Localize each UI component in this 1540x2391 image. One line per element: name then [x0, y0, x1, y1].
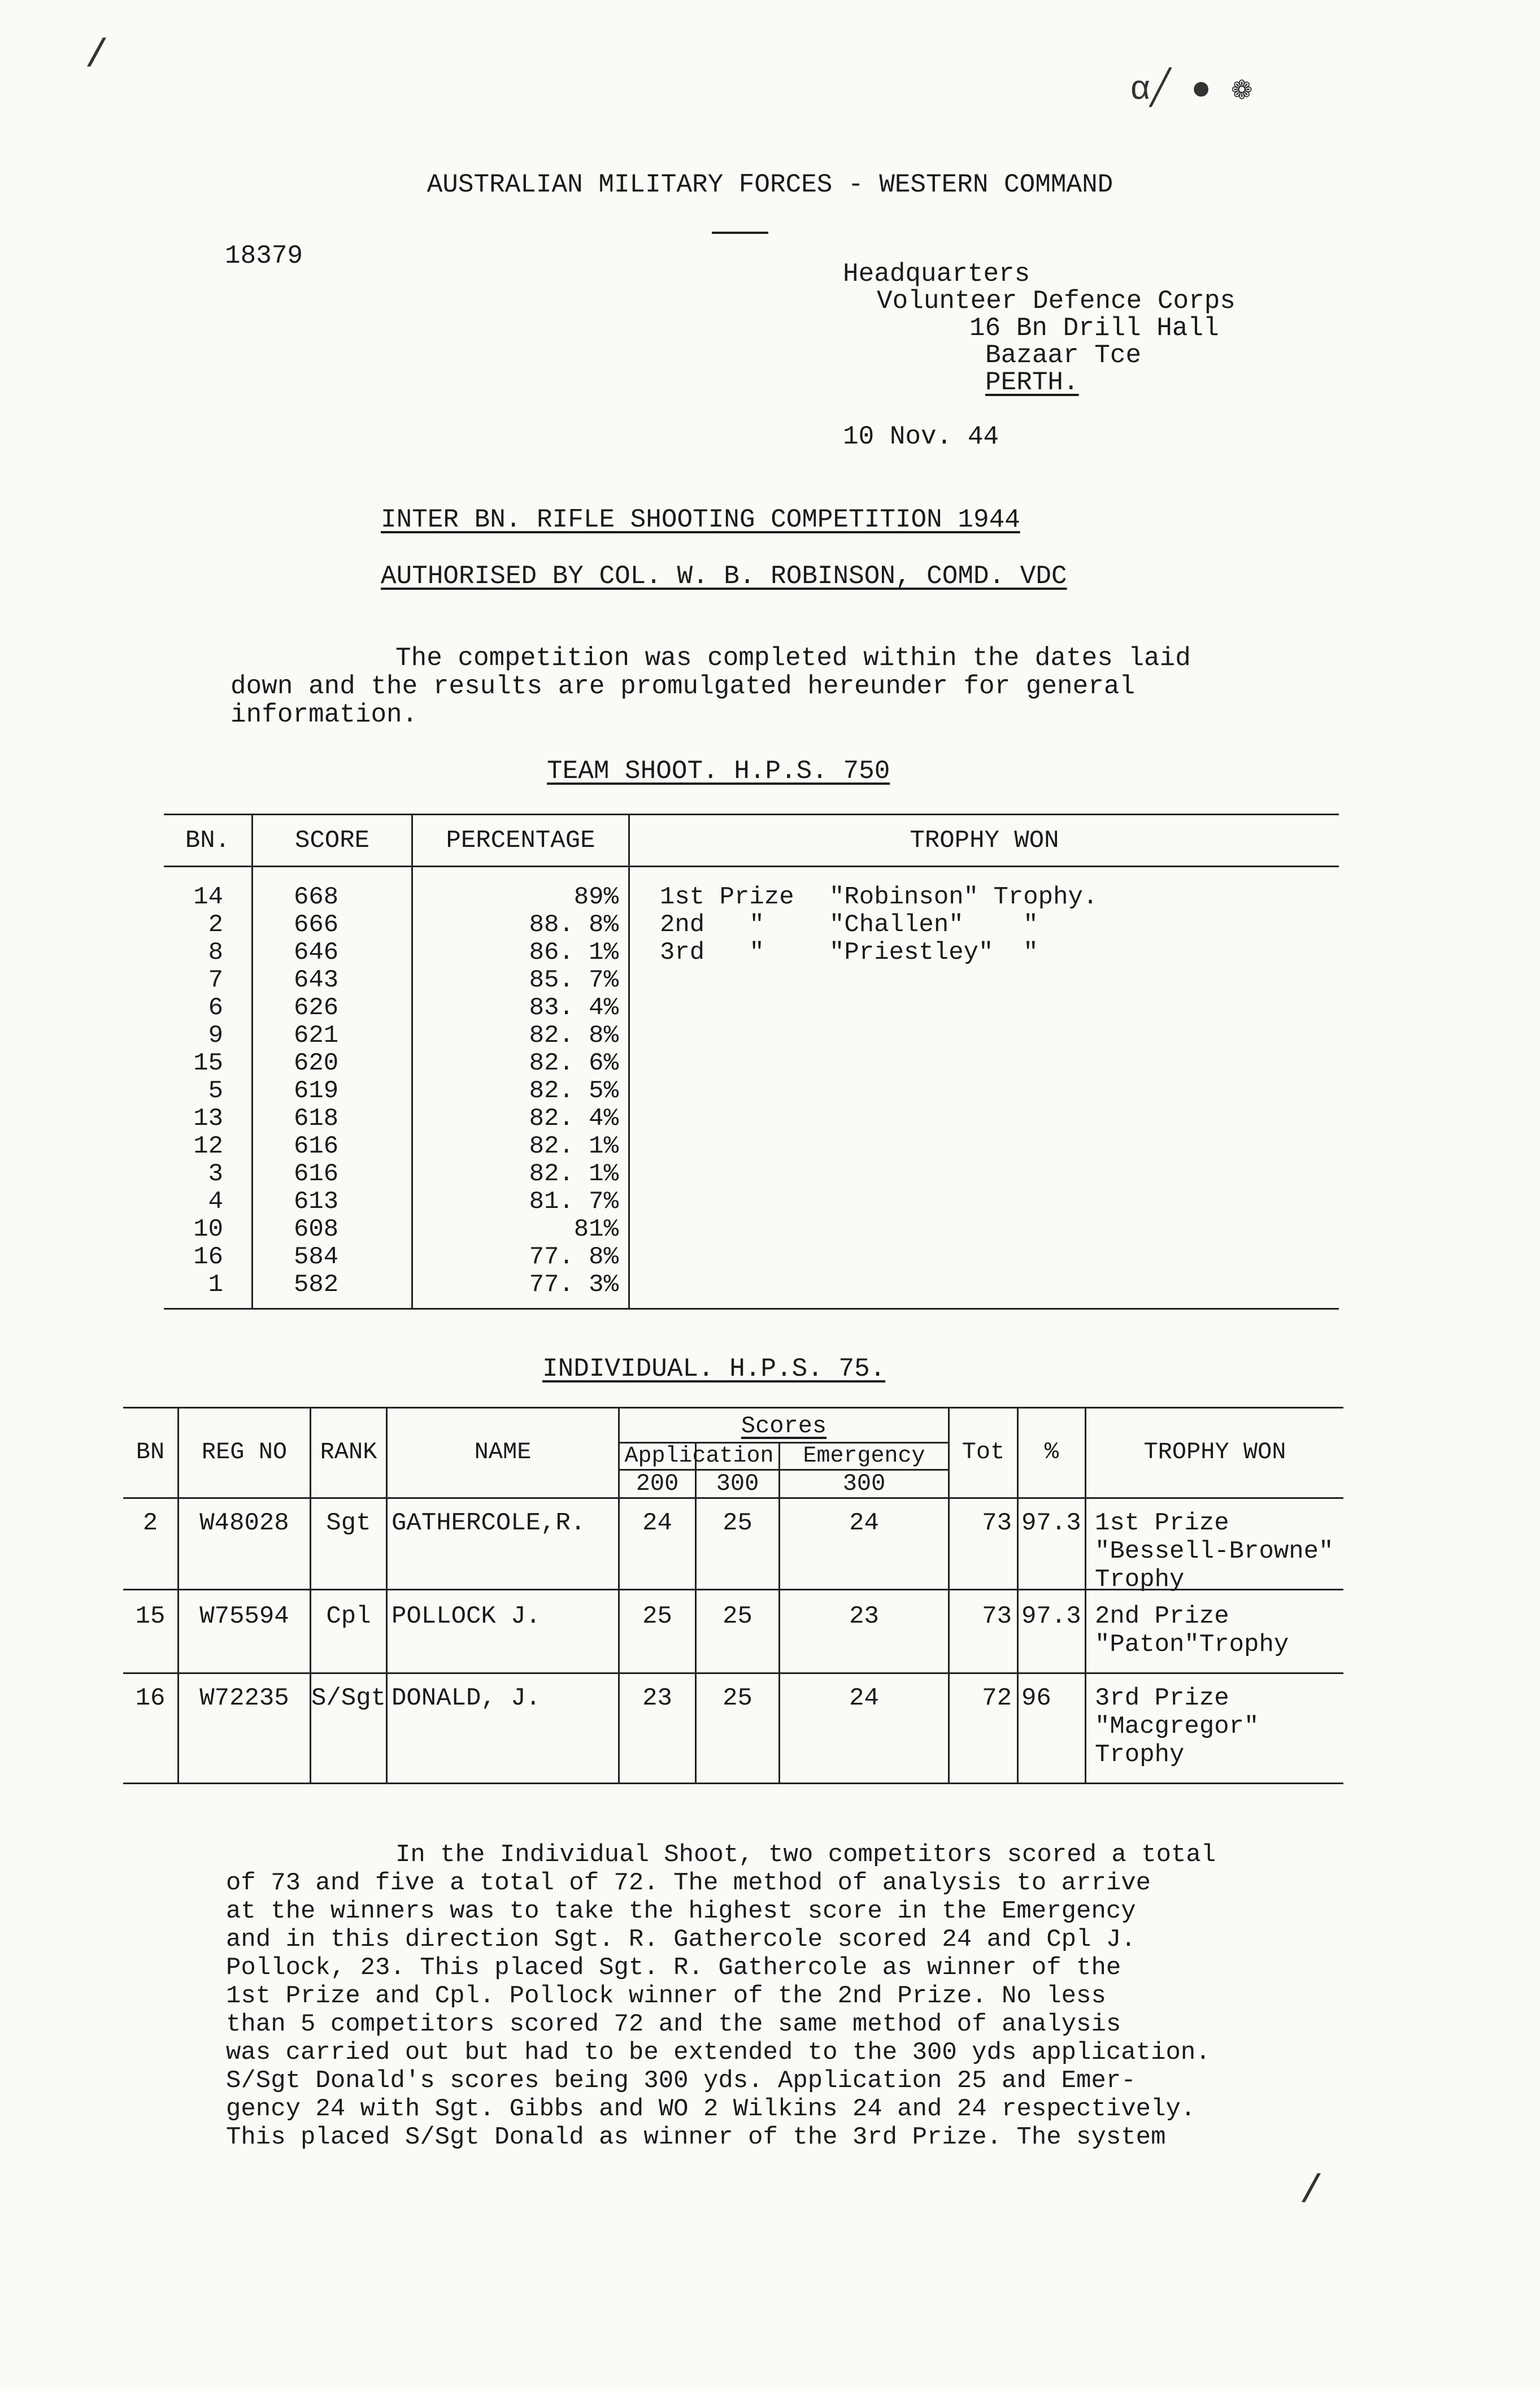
header-200-yds: 200	[636, 1470, 679, 1497]
header-trophy: TROPHY WON	[910, 827, 1059, 855]
header-bn: BN.	[185, 827, 230, 855]
pen-mark-bottom: /	[1299, 2170, 1324, 2214]
individual-s200: 24	[642, 1509, 672, 1537]
individual-trophy-line: "Macgregor"	[1095, 1712, 1259, 1741]
team-row-score: 621	[294, 1021, 339, 1050]
team-row-bn: 12	[193, 1132, 223, 1160]
table-rule-header	[164, 866, 1339, 867]
bn-column	[164, 884, 223, 1299]
team-trophy-row	[660, 884, 1310, 911]
individual-results-table	[123, 1407, 1343, 1791]
closing-line: than 5 competitors scored 72 and the same method of analysis	[226, 2010, 1121, 2038]
individual-trophy-line: 1st Prize	[1095, 1509, 1229, 1537]
team-row-bn: 6	[208, 994, 223, 1022]
individual-heading: INDIVIDUAL. H.P.S. 75.	[542, 1354, 886, 1384]
team-trophy-row	[660, 939, 1310, 967]
closing-line: and in this direction Sgt. R. Gathercole scored 24 and Cpl J.	[226, 1925, 1136, 1954]
individual-s200: 23	[642, 1684, 672, 1712]
team-row-percentage: 82. 1%	[529, 1132, 619, 1160]
team-row-bn: 2	[208, 911, 223, 939]
team-row-bn: 9	[208, 1021, 223, 1050]
team-row-score: 619	[294, 1077, 339, 1105]
table-rule-bottom	[123, 1783, 1343, 1784]
closing-line: Pollock, 23. This placed Sgt. R. Gathercole as winner of the	[226, 1954, 1121, 1982]
team-row-bn: 8	[208, 938, 223, 967]
team-row-bn: 10	[193, 1215, 223, 1244]
team-row-score: 618	[294, 1105, 339, 1133]
header-application: Application	[624, 1444, 774, 1469]
trophy-place: 2nd "	[660, 911, 764, 939]
header-rank: RANK	[320, 1438, 377, 1466]
header-percent: %	[1044, 1438, 1059, 1466]
individual-trophy-line: "Bessell-Browne"	[1095, 1537, 1334, 1566]
individual-s300b: 23	[849, 1602, 879, 1631]
individual-pct: 97.3	[1021, 1509, 1081, 1537]
individual-trophy-line: Trophy	[1095, 1741, 1185, 1769]
title-dash	[712, 232, 768, 234]
team-row-score: 616	[294, 1160, 339, 1188]
team-row-score: 620	[294, 1049, 339, 1077]
individual-name: GATHERCOLE,R.	[391, 1509, 586, 1537]
closing-line: This placed S/Sgt Donald as winner of the 3rd Prize. The system	[226, 2123, 1166, 2151]
individual-s300b: 24	[849, 1684, 879, 1712]
team-row-percentage: 81. 7%	[529, 1188, 619, 1216]
individual-trophy-line: 3rd Prize	[1095, 1684, 1229, 1712]
handwritten-annotation: α╱ ● ❁	[1130, 71, 1252, 110]
header-percentage: PERCENTAGE	[446, 827, 595, 855]
individual-trophy-line: "Paton"Trophy	[1095, 1631, 1289, 1659]
individual-s300a: 25	[723, 1684, 752, 1712]
individual-bn: 15	[135, 1602, 166, 1631]
authorised-by: AUTHORISED BY COL. W. B. ROBINSON, COMD. VDC	[381, 562, 1067, 591]
individual-pct: 96	[1021, 1684, 1051, 1712]
team-row-score: 582	[294, 1271, 339, 1299]
team-row-percentage: 77. 8%	[529, 1243, 619, 1271]
individual-tot: 72	[982, 1684, 1012, 1712]
individual-reg: W72235	[199, 1684, 289, 1712]
address-line: 16 Bn Drill Hall	[969, 314, 1219, 343]
header-trophy: TROPHY WON	[1143, 1438, 1286, 1466]
individual-bn: 2	[142, 1509, 158, 1537]
team-row-percentage: 86. 1%	[529, 938, 619, 967]
team-row-percentage: 77. 3%	[529, 1271, 619, 1299]
team-row-percentage: 82. 1%	[529, 1160, 619, 1188]
trophy-name: "Priestley" "	[829, 938, 1038, 967]
individual-s200: 25	[642, 1602, 672, 1631]
table-col-divider	[628, 814, 630, 1310]
team-row-score: 608	[294, 1215, 339, 1244]
team-row-bn: 1	[208, 1271, 223, 1299]
trophy-place: 3rd "	[660, 938, 764, 967]
team-row-score: 666	[294, 911, 339, 939]
table-rule-row	[123, 1672, 1343, 1674]
closing-line: of 73 and five a total of 72. The method of analysis to arrive	[226, 1869, 1151, 1897]
score-column	[294, 884, 373, 1299]
header-bn: BN	[136, 1438, 165, 1466]
address-line: Headquarters	[843, 259, 1030, 289]
team-row-bn: 14	[193, 883, 223, 911]
team-row-score: 646	[294, 938, 339, 967]
team-row-bn: 4	[208, 1188, 223, 1216]
header-score: SCORE	[294, 827, 370, 855]
individual-bn: 16	[135, 1684, 166, 1712]
address-line: Bazaar Tce	[985, 341, 1142, 370]
team-row-score: 668	[294, 883, 339, 911]
header-name: NAME	[474, 1438, 532, 1466]
trophy-place: 1st Prize	[660, 883, 794, 911]
team-heading: TEAM SHOOT. H.P.S. 750	[547, 757, 890, 786]
closing-line: gency 24 with Sgt. Gibbs and WO 2 Wilkins 24 and 24 respectively.	[226, 2095, 1196, 2123]
document-date: 10 Nov. 44	[843, 422, 999, 451]
closing-line: at the winners was to take the highest score in the Emergency	[226, 1897, 1136, 1925]
team-row-score: 584	[294, 1243, 339, 1271]
team-row-percentage: 88. 8%	[529, 911, 619, 939]
table-rule-top	[164, 814, 1339, 815]
individual-reg: W48028	[199, 1509, 289, 1537]
trophy-name: "Robinson" Trophy.	[829, 883, 1098, 911]
closing-line: was carried out but had to be extended to the 300 yds application.	[226, 2038, 1211, 2067]
team-results-table	[164, 814, 1339, 1322]
header-300-yds-emergency: 300	[842, 1470, 886, 1497]
individual-rank: S/Sgt	[311, 1684, 386, 1712]
pen-mark: /	[85, 34, 109, 79]
header-300-yds-application: 300	[716, 1470, 759, 1497]
individual-rank: Cpl	[326, 1602, 371, 1631]
header-total: Tot	[962, 1438, 1005, 1466]
team-row-percentage: 81%	[573, 1215, 619, 1244]
team-row-bn: 3	[208, 1160, 223, 1188]
individual-name: DONALD, J.	[391, 1684, 541, 1712]
individual-s300b: 24	[849, 1509, 879, 1537]
file-number: 18379	[225, 241, 303, 271]
individual-reg: W75594	[199, 1602, 289, 1631]
percentage-column	[424, 884, 619, 1299]
trophy-column	[660, 884, 1310, 967]
individual-rank: Sgt	[326, 1509, 371, 1537]
trophy-name: "Challen" "	[829, 911, 1038, 939]
document-title: AUSTRALIAN MILITARY FORCES - WESTERN COMMAND	[427, 170, 1113, 199]
individual-s300a: 25	[723, 1509, 752, 1537]
individual-trophy-line: 2nd Prize	[1095, 1602, 1229, 1631]
intro-line: information.	[230, 700, 418, 729]
team-row-bn: 7	[208, 966, 223, 994]
team-row-score: 616	[294, 1132, 339, 1160]
individual-name: POLLOCK J.	[391, 1602, 541, 1631]
team-row-bn: 5	[208, 1077, 223, 1105]
team-row-percentage: 82. 5%	[529, 1077, 619, 1105]
team-row-percentage: 82. 8%	[529, 1021, 619, 1050]
closing-line: In the Individual Shoot, two competitors scored a total	[395, 1841, 1216, 1869]
individual-pct: 97.3	[1021, 1602, 1081, 1631]
individual-tot: 73	[982, 1602, 1012, 1631]
intro-line: down and the results are promulgated hereunder for general	[230, 672, 1136, 701]
team-row-percentage: 83. 4%	[529, 994, 619, 1022]
closing-line: S/Sgt Donald's scores being 300 yds. Application 25 and Emer-	[226, 2067, 1136, 2095]
header-emergency: Emergency	[803, 1444, 925, 1469]
team-row-bn: 13	[193, 1105, 223, 1133]
header-scores: Scores	[741, 1412, 827, 1440]
team-row-percentage: 82. 6%	[529, 1049, 619, 1077]
closing-line: 1st Prize and Cpl. Pollock winner of the 2nd Prize. No less	[226, 1982, 1106, 2010]
table-rule-top	[123, 1407, 1343, 1408]
team-row-percentage: 82. 4%	[529, 1105, 619, 1133]
competition-title: INTER BN. RIFLE SHOOTING COMPETITION 1944	[381, 505, 1020, 534]
team-row-bn: 15	[193, 1049, 223, 1077]
table-rule-bottom	[164, 1308, 1339, 1310]
team-row-score: 643	[294, 966, 339, 994]
individual-tot: 73	[982, 1509, 1012, 1537]
intro-line: The competition was completed within the dates laid	[395, 644, 1191, 673]
address-line: Volunteer Defence Corps	[877, 286, 1236, 316]
team-trophy-row	[660, 911, 1310, 939]
table-col-divider	[411, 814, 413, 1310]
team-row-score: 613	[294, 1188, 339, 1216]
team-row-percentage: 89%	[573, 883, 619, 911]
team-row-percentage: 85. 7%	[529, 966, 619, 994]
table-col-divider	[251, 814, 253, 1310]
individual-s300a: 25	[723, 1602, 752, 1631]
header-reg-no: REG NO	[201, 1438, 288, 1466]
team-row-bn: 16	[193, 1243, 223, 1271]
address-city: PERTH.	[985, 368, 1079, 397]
table-rule-header	[123, 1497, 1343, 1499]
team-row-score: 626	[294, 994, 339, 1022]
individual-trophy-line: Trophy	[1095, 1566, 1185, 1594]
